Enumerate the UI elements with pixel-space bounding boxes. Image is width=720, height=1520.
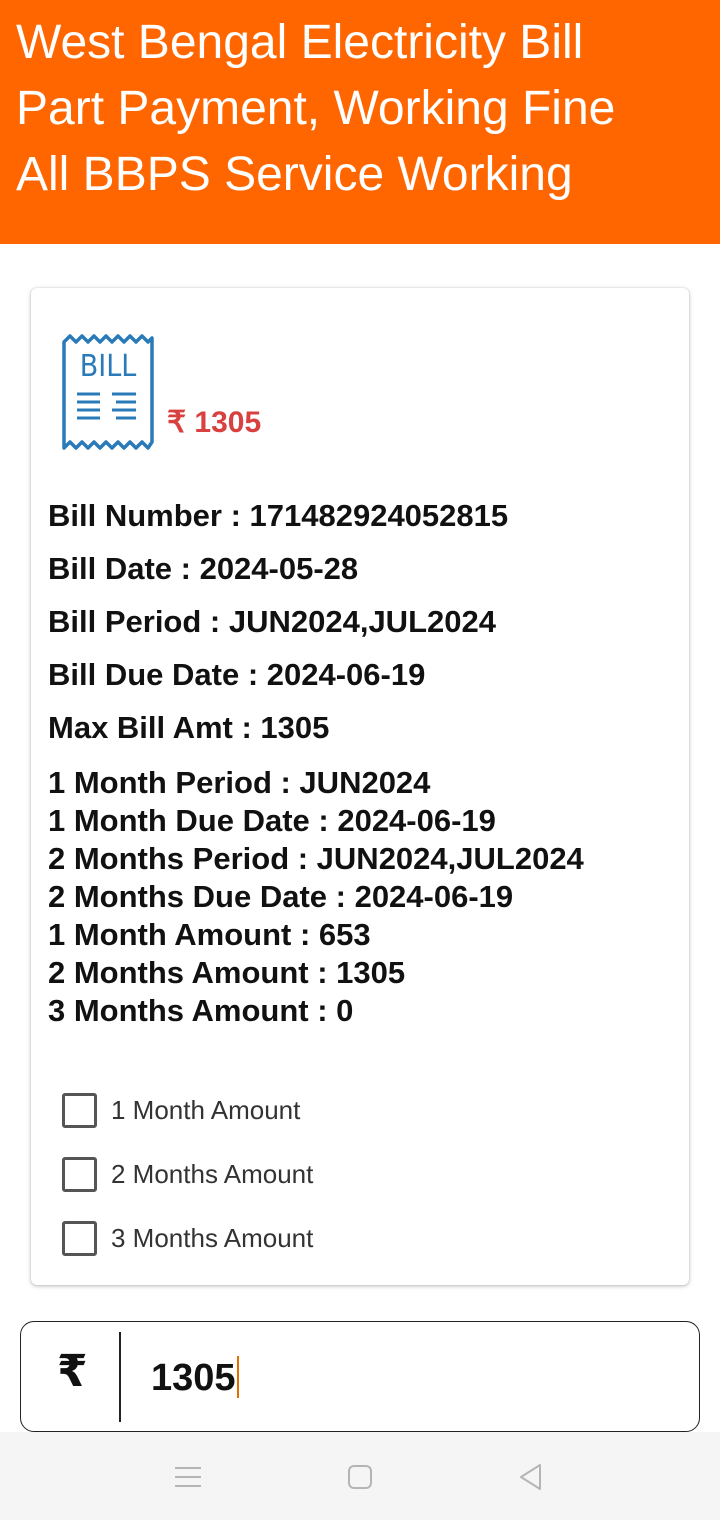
detail-line: 2 Months Period : JUN2024,JUL2024 (48, 841, 584, 876)
banner-text (16, 10, 706, 208)
menu-icon[interactable] (173, 1462, 203, 1492)
option-label: 2 Months Amount (111, 1158, 314, 1189)
max-bill-amount: Max Bill Amt : 1305 (48, 710, 330, 745)
checkbox-2-months[interactable] (62, 1157, 97, 1192)
amount-value: 1305 (151, 1357, 236, 1399)
bill-details-card (31, 288, 689, 1285)
checkbox-1-month[interactable] (62, 1093, 97, 1128)
option-1-month[interactable] (62, 1090, 300, 1130)
svg-text:BILL: BILL (79, 349, 137, 384)
detail-line: 3 Months Amount : 0 (48, 993, 354, 1028)
detail-line: 1 Month Period : JUN2024 (48, 765, 431, 800)
bill-due-date: Bill Due Date : 2024-06-19 (48, 657, 426, 692)
banner-line-1: West Bengal Electricity Bill (16, 16, 584, 69)
banner-line-2: Part Payment, Working Fine (16, 82, 616, 135)
bill-receipt-icon (60, 332, 156, 454)
field-divider (119, 1332, 121, 1422)
option-2-months[interactable] (62, 1154, 313, 1194)
bill-date: Bill Date : 2024-05-28 (48, 551, 359, 586)
option-3-months[interactable] (62, 1218, 313, 1258)
detail-line: 2 Months Due Date : 2024-06-19 (48, 879, 514, 914)
option-label: 1 Month Amount (111, 1094, 301, 1125)
text-caret (237, 1356, 239, 1398)
detail-line: 1 Month Due Date : 2024-06-19 (48, 803, 496, 838)
back-triangle-icon[interactable] (516, 1462, 546, 1492)
system-navigation-bar (0, 1432, 720, 1520)
detail-line: 2 Months Amount : 1305 (48, 955, 406, 990)
banner-line-3: All BBPS Service Working (16, 148, 573, 201)
detail-line: 1 Month Amount : 653 (48, 917, 371, 952)
home-square-icon[interactable] (345, 1462, 375, 1492)
amount-input[interactable] (151, 1356, 239, 1400)
period-details (48, 764, 584, 1030)
bill-amount: ₹ 1305 (167, 406, 262, 439)
rupee-icon: ₹ (57, 1346, 88, 1397)
bill-period: Bill Period : JUN2024,JUL2024 (48, 604, 496, 639)
checkbox-3-months[interactable] (62, 1221, 97, 1256)
option-label: 3 Months Amount (111, 1222, 314, 1253)
amount-input-field[interactable] (20, 1321, 700, 1432)
bill-number: Bill Number : 171482924052815 (48, 498, 509, 533)
header-banner (0, 0, 720, 244)
